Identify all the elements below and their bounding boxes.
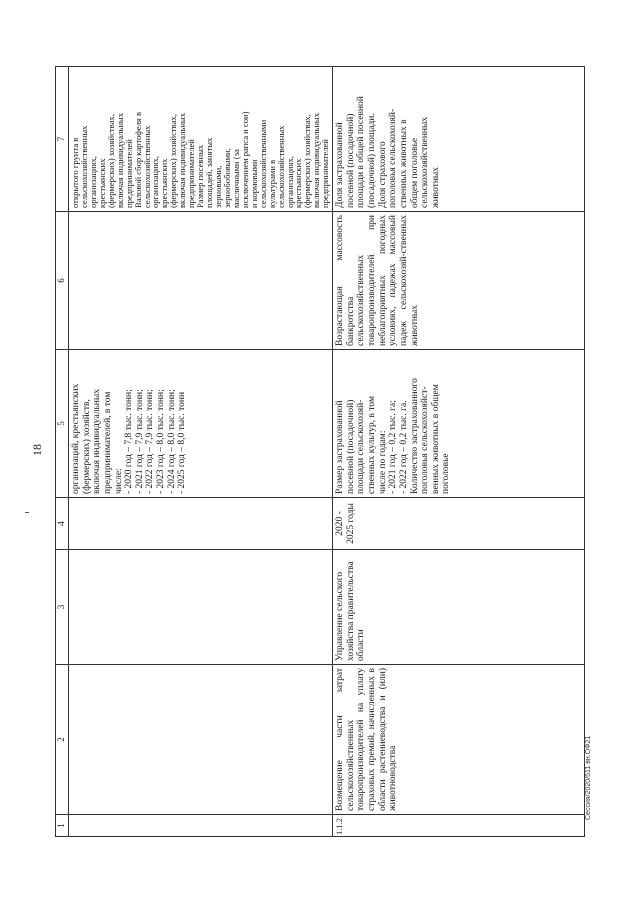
text-line: включая индивидуальных [177,112,188,208]
cell-measure-name [333,665,585,815]
table-row-1-1-2 [333,67,585,837]
text-line: организациях, [284,156,295,208]
text-line: - 2025 год – 8,0 тыс. тонн [177,391,188,494]
text-line: организаций, крестьянских [71,383,81,494]
text-line: крестьянских [96,158,107,208]
text-line: - 2023 год – 8,0 тыс. тонн; [156,389,166,494]
measure-name-text: Возмещение части затрат сельскохозяйственных товаропроизводителей на уплату страховых премий, начисленных в области растениеводства и (или) животноводства [335,668,399,811]
cell-targets [333,67,585,212]
header-col-7: 7 [56,67,69,212]
header-col-2: 2 [56,665,69,815]
footer-stamp-text: Сессия/2020/511 вн.ОФ21 [585,735,592,820]
text-line: предпринимателей, в том [102,391,113,494]
text-line: крестьянских [159,158,170,208]
cell-executor [333,550,585,665]
cell-period [333,498,585,550]
program-measures-table [55,66,585,837]
text-line: открытого грунта в [70,137,80,208]
text-line: площади сельскохозяй- [356,399,367,494]
text-line: масличными (за [230,149,241,208]
text-line: поголовье [441,453,452,494]
text-line: исключением рапса и сои) [239,111,250,208]
text-line: Количество застрахованного [409,378,420,494]
text-line: организациях, [150,156,161,208]
text-line: - 2022 год – 7,9 тыс. тонн; [145,389,156,494]
text-line: - 2021 год – 0,2 тыс. га; [388,400,399,494]
text-line: зернобобовыми, [221,148,232,208]
text-line: посевной (посадочной) [345,113,356,208]
text-line: площадей, занятых [204,137,215,208]
cell-row-number: 1.1.2 [333,815,585,837]
text-line: включая индивидуальных [114,112,125,208]
text-line: площади в общей посевной [356,96,367,208]
text-line: животных [430,166,441,208]
text-line: включая индивидуальных [92,388,103,494]
text-line: общем поголовье [409,137,420,208]
text-line: посевной (посадочной) [345,399,356,494]
cell-empty [69,212,333,350]
text-line: числе по годам: [377,430,388,494]
header-row [56,67,69,837]
text-line: (фермерских) хозяйствах, [105,114,116,208]
cell-indicators [333,350,585,498]
text-line: ственных культур, в том [367,396,378,494]
text-line: ственных животных в [398,119,409,208]
text-line: Доля страхового [377,141,388,208]
text-line: (фермерских) хозяйств, [81,399,92,494]
cell-empty [69,815,333,837]
text-line: Размер посевных [195,144,206,208]
text-line: сельскохозяйственными [257,119,268,208]
header-col-5: 5 [56,350,69,498]
header-col-3: 3 [56,550,69,665]
rotated-table-sheet [55,67,585,837]
text-line: включая индивидуальных [311,112,322,208]
text-line: (посадочной) площади. [367,113,378,208]
text-line: (фермерских) хозяйствах, [168,114,179,208]
executor-text: Управление сельского хозяйства правительства области [335,561,367,661]
text-line: числе: [113,468,124,494]
cell-indicators-continued [69,350,333,498]
period-text: 2020 - 2025 годы [335,503,356,544]
text-line: крестьянских [293,158,304,208]
table-row-continuation [69,67,333,837]
cell-empty [69,665,333,815]
text-line: предпринимателей [186,139,197,208]
cell-empty [69,498,333,550]
text-line: (фермерских) хозяйствах, [302,114,313,208]
text-line: сельскохозяйственных [141,125,152,208]
text-line: поголовья сельскохозяйст- [420,386,431,494]
text-line: поголовья сельскохозяй- [388,108,399,208]
cell-risks [333,212,585,350]
text-line: Размер застрахованной [335,400,346,494]
text-line: сельскохозяйственных [420,116,431,208]
text-line: предпринимателей [123,139,134,208]
text-line: и кормовыми [248,159,259,208]
footer-stamp [585,680,597,820]
text-line: организациях, [87,156,98,208]
scan-mark [25,512,29,513]
text-line: - 2024 год – 8,0 тыс. тонн; [166,389,177,494]
text-line: сельскохозяйственных [275,125,286,208]
text-line: венных животных в общем [430,384,441,494]
text-line: Доля застрахованной [335,122,346,208]
header-col-4: 4 [56,498,69,550]
page-number: 18 [30,444,44,456]
text-line: Валовой сбор картофеля в [132,111,143,208]
header-col-6: 6 [56,212,69,350]
text-line: зерновыми, [213,165,223,208]
text-line: - 2020 год – 7,8 тыс. тонн; [124,389,135,494]
text-line: - 2021 год – 7,9 тыс. тонн; [134,389,145,494]
text-line: - 2022 год – 0,2 тыс. га. [398,400,409,494]
text-line: культурами в [266,159,277,208]
header-col-1: 1 [56,815,69,837]
cell-empty [69,550,333,665]
text-line: сельскохозяйственных [78,125,89,208]
risks-text: Возрастающая массовость банкротства сельскохозяйственных товаропроизводителей при неблагоприятных погодных условиях, падежах массовый падеж сельскохозяй-ственных животных [335,215,420,346]
cell-targets-continued [69,67,333,212]
text-line: предпринимателей [320,139,331,208]
